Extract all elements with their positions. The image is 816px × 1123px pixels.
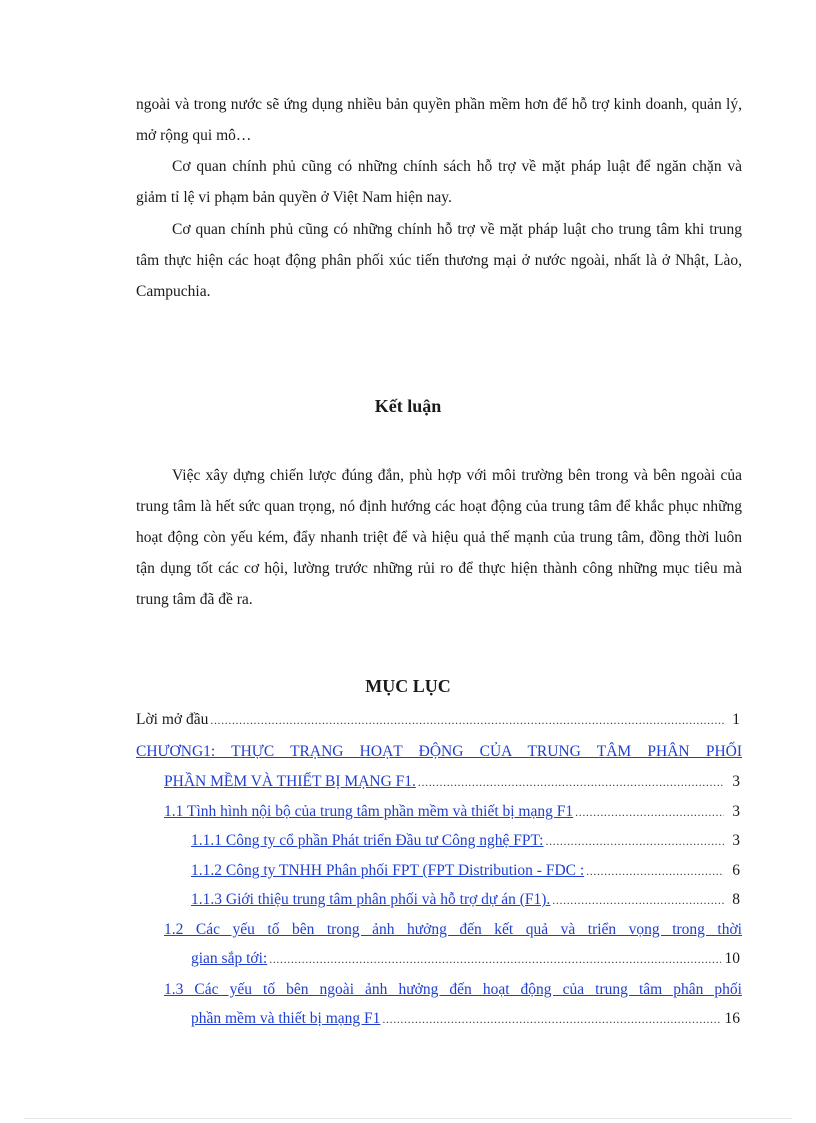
toc-entry-1-1-3[interactable] [191, 890, 740, 910]
toc-entry-1-1[interactable] [164, 802, 740, 822]
toc-leader-dots [418, 772, 724, 792]
toc-leader-dots [269, 949, 720, 969]
toc-leader-dots [586, 861, 724, 881]
toc-entry-1-3[interactable] [191, 1009, 740, 1029]
paragraph-1: ngoài và trong nước sẽ ứng dụng nhiều bản quyền phần mềm hơn để hỗ trợ kinh doanh, quản lý, mở rộng qui mô… [136, 96, 742, 144]
toc-leader-dots [575, 802, 724, 822]
toc-entry-label[interactable]: 1.1.1 Công ty cổ phần Phát triển Đầu tư Công nghệ FPT: [191, 832, 544, 849]
toc-page-number: 16 [724, 1010, 740, 1027]
paragraph-3: Cơ quan chính phủ cũng có những chính hỗ trợ về mặt pháp luật cho trung tâm khi trung tâm thực hiện các hoạt động phân phối xúc tiến thương mại ở nước ngoài, nhất là ở Nhật, Lào, Campuchia. [136, 221, 742, 300]
toc-leader-dots [552, 890, 724, 910]
page-bottom-divider [24, 1118, 792, 1119]
toc-entry-1-1-1[interactable] [191, 831, 740, 851]
toc-entry-intro[interactable] [136, 710, 740, 730]
toc-leader-dots [382, 1009, 720, 1029]
toc-page-number: 1 [732, 711, 740, 728]
toc-entry-label[interactable]: 1.1.2 Công ty TNHH Phân phối FPT (FPT Distribution - FDC : [191, 862, 585, 879]
toc-entry-1-2-line1[interactable]: 1.2 Các yếu tố bên trong ảnh hưởng đến kết quả và triển vọng trong thời [164, 921, 742, 938]
toc-entry-label[interactable]: phần mềm và thiết bị mạng F1 [191, 1010, 381, 1027]
toc-entry-1-2[interactable] [191, 949, 740, 969]
toc-page-number: 3 [732, 803, 740, 820]
toc-entry-label: Lời mở đầu [136, 711, 209, 728]
toc-entry-label[interactable]: gian sắp tới: [191, 950, 268, 967]
toc-title: MỤC LỤC [365, 676, 451, 696]
paragraph-2: Cơ quan chính phủ cũng có những chính sách hỗ trợ về mặt pháp luật để ngăn chặn và giảm tỉ lệ vi phạm bản quyền ở Việt Nam hiện nay. [136, 158, 742, 206]
toc-page-number: 8 [732, 891, 740, 908]
toc-entry-label[interactable]: PHẦN MỀM VÀ THIẾT BỊ MẠNG F1. [164, 773, 416, 790]
conclusion-title: Kết luận [374, 396, 442, 416]
toc-entry-1-1-2[interactable] [191, 861, 740, 881]
toc-page-number: 3 [732, 773, 740, 790]
toc-entry-chapter1[interactable] [164, 772, 740, 792]
toc-page-number: 10 [724, 950, 740, 967]
toc-page-number: 3 [732, 832, 740, 849]
toc-entry-label[interactable]: 1.1 Tình hình nội bộ của trung tâm phần mềm và thiết bị mạng F1 [164, 803, 574, 820]
toc-page-number: 6 [732, 862, 740, 879]
conclusion-paragraph: Việc xây dựng chiến lược đúng đắn, phù hợp với môi trường bên trong và bên ngoài của trung tâm là hết sức quan trọng, nó định hướng các hoạt động của trung tâm để khắc phục những hoạt động còn yếu kém, đẩy nhanh triệt để và hiệu quả thế mạnh của trung tâm, đồng thời luôn tận dụng tốt các cơ hội, lường trước những rủi ro để thực hiện thành công những mục tiêu mà trung tâm đã đề ra. [136, 467, 742, 608]
toc-entry-label[interactable]: 1.1.3 Giới thiệu trung tâm phân phối và hỗ trợ dự án (F1). [191, 891, 551, 908]
toc-leader-dots [210, 710, 724, 730]
toc-entry-1-3-line1[interactable]: 1.3 Các yếu tố bên ngoài ảnh hưởng đến hoạt động của trung tâm phân phối [164, 981, 742, 998]
toc-leader-dots [545, 831, 724, 851]
toc-chapter1-line1[interactable]: CHƯƠNG1: THỰC TRẠNG HOẠT ĐỘNG CỦA TRUNG TÂM PHÂN PHỐI [136, 743, 742, 760]
